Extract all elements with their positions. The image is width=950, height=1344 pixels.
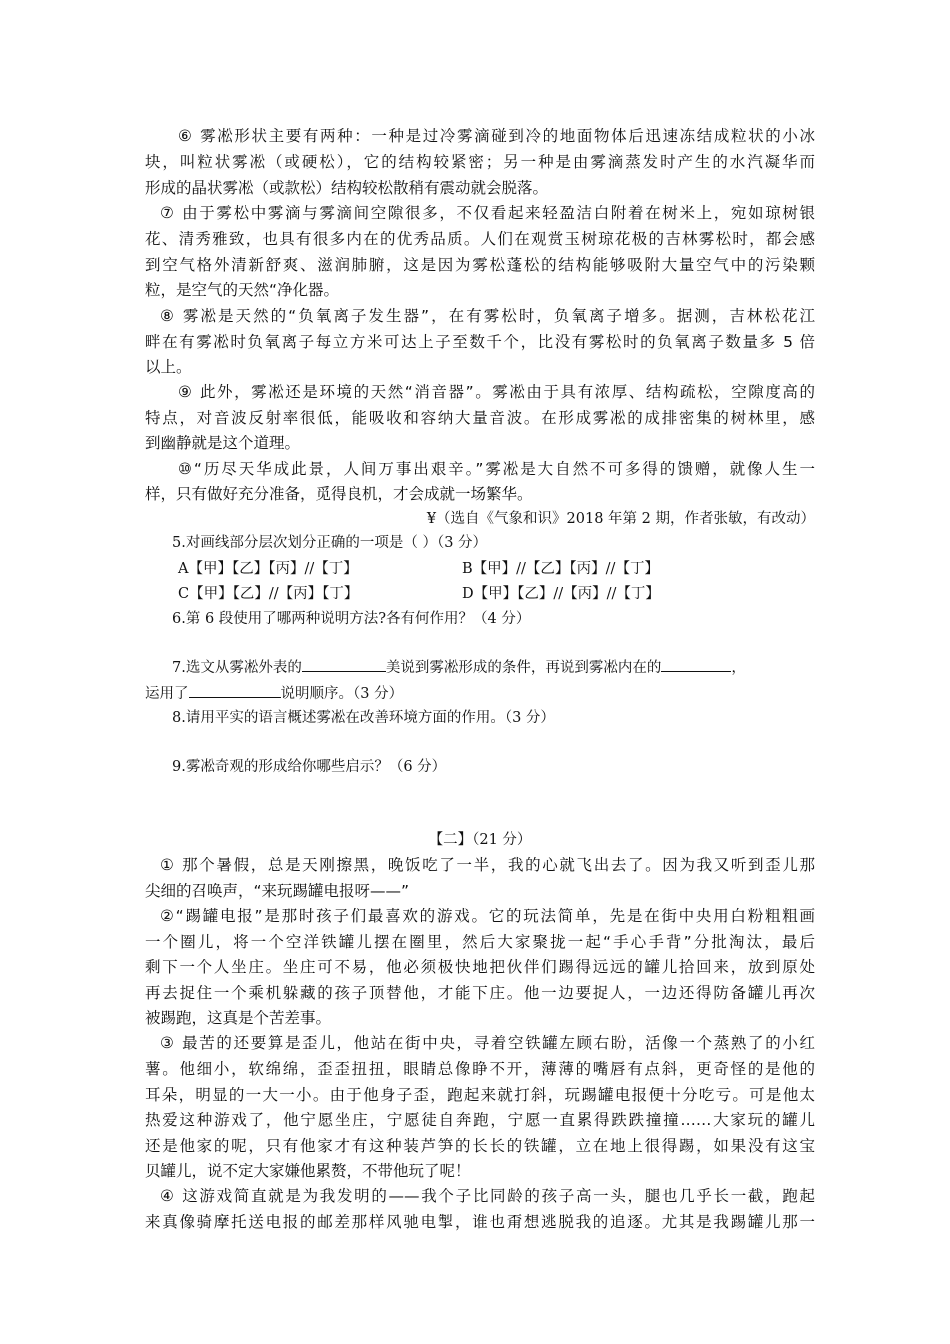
q7-text-3: ， bbox=[731, 660, 746, 676]
p8-line-2: 畔在有雾凇时负氧离子每立方米可达上子至数千个，比没有雾松时的负氧离子数量多 5 倍 bbox=[145, 333, 815, 351]
question-5: 5.对画线部分层次划分正确的一项是（ ）（3 分） bbox=[172, 535, 488, 551]
p6-line-1: ⑥ 雾凇形状主要有两种：一种是过冷雾滴碰到冷的地面物体后迅速冻结成粒状的小冰 bbox=[178, 127, 815, 145]
q5-option-c: C【甲】【乙】//【丙】【丁】 bbox=[178, 586, 359, 602]
q7-text-2: 美说到雾凇形成的条件，再说到雾凇内在的 bbox=[385, 660, 662, 676]
p7-line-3: 到空气格外清新舒爽、滋润肺腑，这是因为雾松蓬松的结构能够吸附大量空气中的污染颗 bbox=[145, 256, 815, 274]
q7-text-1: 7.选文从雾凇外表的 bbox=[172, 660, 302, 676]
p2-1-line-1: ① 那个暑假，总是天刚擦黑，晚饭吃了一半，我的心就飞出去了。因为我又听到歪儿那 bbox=[160, 856, 815, 874]
passage2-heading: 【二】（21 分） bbox=[428, 832, 532, 848]
p2-3-line-2: 薯。他细小，软绵绵，歪歪扭扭，眼睛总像睁不开，薄薄的嘴唇有点斜，更奇怪的是他的 bbox=[145, 1060, 815, 1078]
p2-2-line-5: 被踢跑，这真是个苦差事。 bbox=[145, 1009, 332, 1027]
p9-line-2: 特点，对音波反射率很低，能吸收和容纳大量音波。在形成雾凇的成排密集的树林里，感 bbox=[145, 409, 815, 427]
p8-line-3: 以上。 bbox=[145, 358, 192, 376]
question-6: 6.第 6 段使用了哪两种说明方法?各有何作用？（4 分） bbox=[172, 611, 531, 627]
p2-3-line-3: 耳朵，明显的一大一小。由于他身子歪，跑起来就打斜，玩踢罐电报便十分吃亏。可是他太 bbox=[145, 1086, 815, 1104]
p8-line-1: ⑧ 雾凇是天然的“负氧离子发生器”，在有雾松时，负氧离子增多。据测，吉林松花江 bbox=[160, 307, 815, 325]
p10-line-2: 样，只有做好充分准备，觅得良机，才会成就一场繁华。 bbox=[145, 485, 533, 503]
p2-3-line-5: 还是他家的呢，只有他家才有这种装芦笋的长长的铁罐，立在地上很得踢，如果没有这宝 bbox=[145, 1137, 815, 1155]
p7-line-1: ⑦ 由于雾松中雾滴与雾滴间空隙很多，不仅看起来轻盈洁白附着在树米上，宛如琼树银 bbox=[160, 204, 815, 222]
p2-1-line-2: 尖细的召唤声，“来玩踢罐电报呀——” bbox=[145, 882, 410, 900]
p2-3-line-6: 贝罐儿，说不定大家嫌他累赘，不带他玩了呢！ bbox=[145, 1162, 471, 1180]
question-7-line-2 bbox=[145, 683, 815, 705]
question-7-line-1 bbox=[172, 657, 815, 679]
p2-2-line-1: ②“踢罐电报”是那时孩子们最喜欢的游戏。它的玩法简单，先是在街中央用白粉粗粗画 bbox=[160, 907, 815, 925]
p2-4-line-2: 来真像骑摩托送电报的邮差那样风驰电掣，谁也甭想逃脱我的追逐。尤其是我踢罐儿那一 bbox=[145, 1213, 815, 1231]
q7-text-5: 说明顺序。（3 分） bbox=[280, 686, 404, 702]
p2-2-line-2: 一个圈儿，将一个空洋铁罐儿摆在圈里，然后大家聚拢一起“手心手背”分批淘汰，最后 bbox=[145, 933, 815, 951]
q7-blank-2[interactable] bbox=[661, 657, 731, 672]
source-citation: ¥（选自《气象和识》2018 年第 2 期，作者张敏，有改动） bbox=[426, 511, 815, 527]
question-9: 9.雾凇奇观的形成给你哪些启示？（6 分） bbox=[172, 759, 447, 775]
p2-2-line-4: 再去捉住一个乘机躲藏的孩子顶替他，才能下庄。他一边要捉人，一边还得防备罐儿再次 bbox=[145, 984, 815, 1002]
p10-line-1: ⑩“历尽天华成此景，人间万事出艰辛。”雾凇是大自然不可多得的馈赠，就像人生一 bbox=[178, 460, 815, 478]
q5-option-a: A【甲】【乙】【丙】//【丁】 bbox=[178, 561, 358, 577]
p2-3-line-4: 热爱这种游戏了，他宁愿坐庄，宁愿徒自奔跑，宁愿一直累得跌跌撞撞……大家玩的罐儿 bbox=[145, 1111, 815, 1129]
p9-line-3: 到幽静就是这个道理。 bbox=[145, 434, 301, 452]
p2-2-line-3: 剩下一个人坐庄。坐庄可不易，他必须极快地把伙伴们踢得远远的罐儿拾回来，放到原处 bbox=[145, 958, 815, 976]
p2-4-line-1: ④ 这游戏简直就是为我发明的——我个子比同龄的孩子高一头，腿也几乎长一截，跑起 bbox=[160, 1187, 815, 1205]
p6-line-2: 块，叫粒状雾凇（或硬松），它的结构较紧密；另一种是由雾滴蒸发时产生的水汽凝华而 bbox=[145, 153, 815, 171]
p7-line-4: 粒，是空气的天然“净化器。 bbox=[145, 281, 340, 299]
q5-option-b: B【甲】//【乙】【丙】//【丁】 bbox=[462, 561, 659, 577]
q5-option-d: D【甲】【乙】//【丙】//【丁】 bbox=[462, 586, 660, 602]
p7-line-2: 花、清秀雅致，也具有很多内在的优秀品质。人们在观赏玉树琼花极的吉林雾松时，都会感 bbox=[145, 230, 815, 248]
q7-blank-3[interactable] bbox=[189, 683, 281, 698]
q7-blank-1[interactable] bbox=[302, 657, 386, 672]
p6-line-3: 形成的晶状雾凇（或款松）结构较松散稍有震动就会脱落。 bbox=[145, 179, 549, 197]
p2-3-line-1: ③ 最苦的还要算是歪儿，他站在街中央，寻着空铁罐左顾右盼，活像一个蒸熟了的小红 bbox=[160, 1034, 815, 1052]
question-8: 8.请用平实的语言概述雾凇在改善环境方面的作用。（3 分） bbox=[172, 710, 555, 726]
q7-text-4: 运用了 bbox=[145, 686, 189, 702]
p9-line-1: ⑨ 此外，雾凇还是环境的天然“消音器”。雾凇由于具有浓厚、结构疏松，空隙度高的 bbox=[178, 383, 815, 401]
